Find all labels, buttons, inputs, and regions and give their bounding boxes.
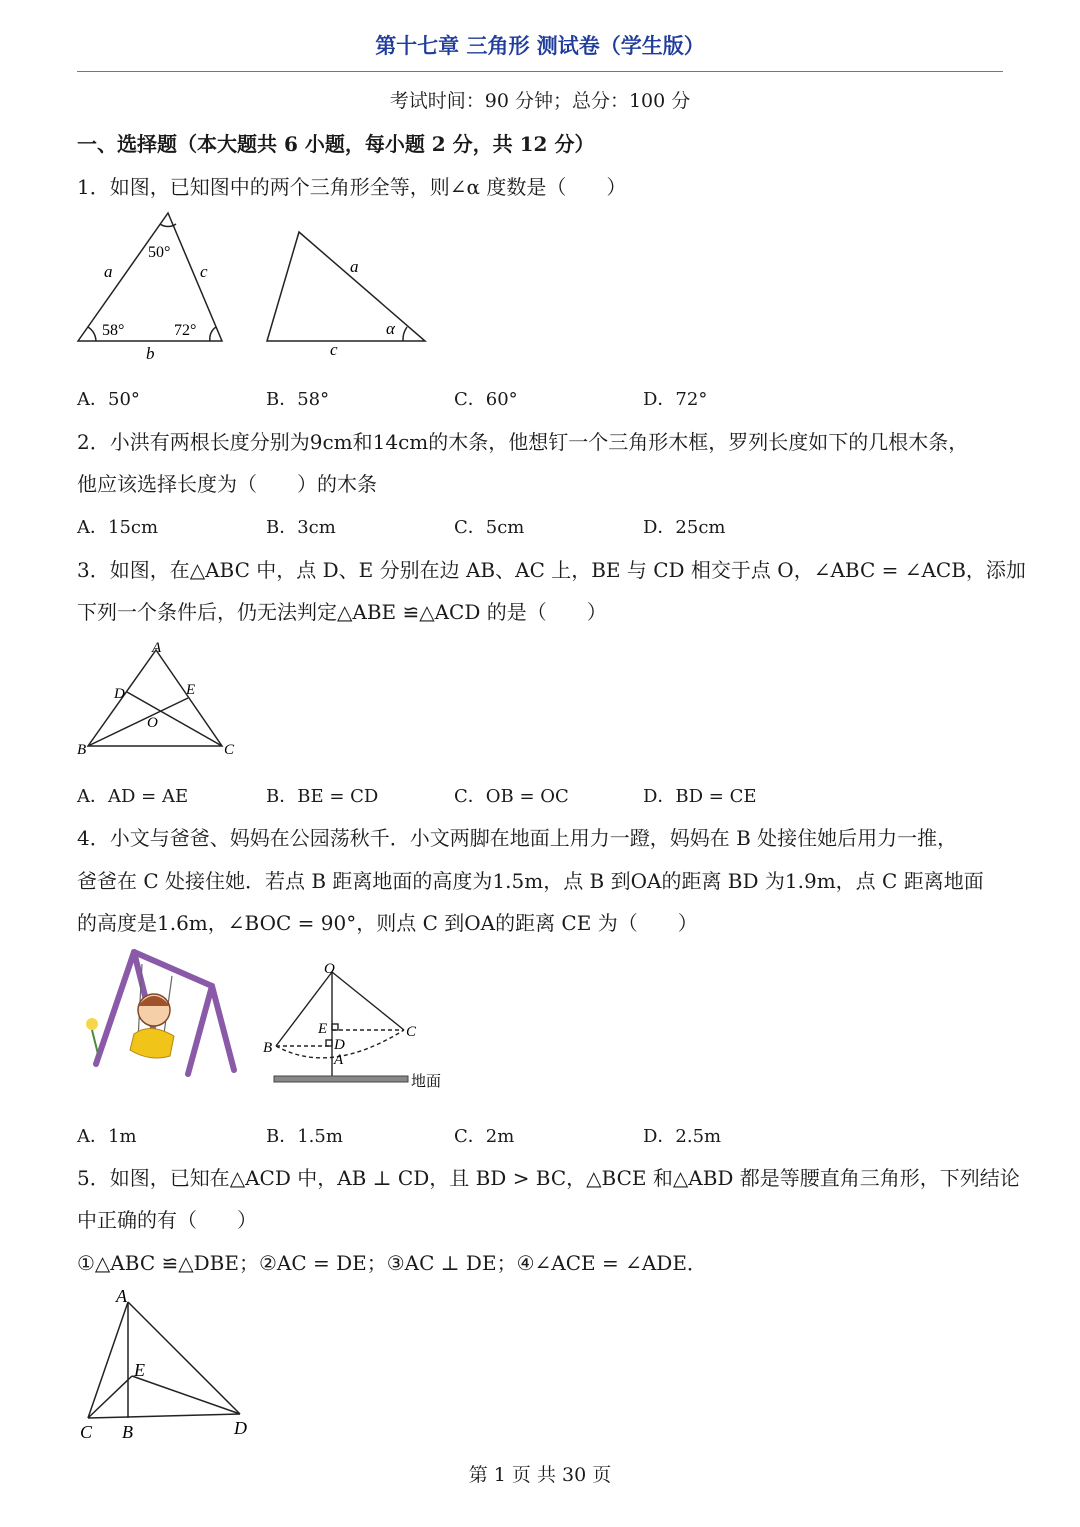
q3-label-A: A: [152, 640, 162, 656]
q4-label-A: A: [334, 1052, 344, 1068]
q3-figure: [72, 636, 252, 764]
q1-label-a: a: [104, 262, 113, 281]
q3-label-C: C: [224, 742, 235, 758]
q4-option-d[interactable]: D．2.5m: [643, 1126, 722, 1147]
q4-label-D: D: [334, 1037, 345, 1053]
q3-label-B: B: [77, 742, 87, 758]
q2-option-c[interactable]: C．5cm: [454, 517, 525, 538]
q3-option-a[interactable]: A．AD = AE: [77, 786, 189, 807]
question-2-line2: 他应该选择长度为（ ）的木条: [77, 472, 377, 496]
question-1-text: 1．如图，已知图中的两个三角形全等，则∠α 度数是（ ）: [77, 175, 627, 199]
q1-label2-c: c: [330, 340, 338, 359]
question-3-line1: 3．如图，在△ABC 中，点 D、E 分别在边 AB、AC 上，BE 与 CD 相交于点 O，∠ABC = ∠ACB，添加: [77, 558, 1026, 582]
question-4-line1: 4．小文与爸爸、妈妈在公园荡秋千．小文两脚在地面上用力一蹬，妈妈在 B 处接住她后用力一推，: [77, 826, 958, 850]
q1-figure: [70, 205, 450, 370]
exam-meta: 考试时间：90 分钟；总分：100 分: [389, 90, 691, 112]
question-2-line1: 2．小洪有两根长度分别为9cm和14cm的木条，他想钉一个三角形木框，罗列长度如下的几根木条，: [77, 430, 969, 454]
q4-figure: [260, 956, 460, 1096]
page-title: 第十七章 三角形 测试卷（学生版）: [375, 34, 705, 58]
swing-illustration: [74, 944, 244, 1084]
q1-label-58: 58°: [102, 322, 125, 339]
q5-figure: [72, 1282, 272, 1442]
page-footer: 第 1 页 共 30 页: [468, 1464, 612, 1486]
q4-label-ground: 地面: [411, 1072, 442, 1090]
q5-label-C: C: [80, 1422, 93, 1442]
q1-label-b: b: [146, 344, 155, 363]
q3-option-d[interactable]: D．BD = CE: [643, 786, 757, 807]
q1-label-alpha: α: [386, 319, 395, 338]
q1-triangle-2: [267, 232, 425, 341]
question-5-line1: 5．如图，已知在△ACD 中，AB ⊥ CD，且 BD > BC，△BCE 和△ABD 都是等腰直角三角形，下列结论: [77, 1166, 1020, 1190]
q4-option-c[interactable]: C．2m: [454, 1126, 515, 1147]
q1-option-c[interactable]: C．60°: [454, 389, 518, 410]
q1-label-c: c: [200, 262, 208, 281]
question-3-line2: 下列一个条件后，仍无法判定△ABE ≌△ACD 的是（ ）: [77, 600, 607, 624]
q3-label-O: O: [147, 715, 158, 731]
q1-option-d[interactable]: D．72°: [643, 389, 708, 410]
q4-label-E: E: [318, 1021, 328, 1037]
question-4-line2: 爸爸在 C 处接住她．若点 B 距离地面的高度为1.5m，点 B 到OA的距离 BD 为1.9m，点 C 距离地面: [77, 869, 984, 893]
q5-label-E: E: [134, 1360, 145, 1380]
header-divider: [77, 71, 1003, 72]
q1-option-a[interactable]: A．50°: [77, 389, 140, 410]
question-5-statements: ①△ABC ≌△DBE；②AC = DE；③AC ⊥ DE；④∠ACE = ∠ADE．: [77, 1251, 707, 1275]
q3-option-c[interactable]: C．OB = OC: [454, 786, 569, 807]
q1-option-b[interactable]: B．58°: [266, 389, 330, 410]
question-4-line3: 的高度是1.6m，∠BOC = 90°，则点 C 到OA的距离 CE 为（ ）: [77, 911, 698, 935]
q3-label-E: E: [186, 682, 196, 698]
q4-label-O: O: [324, 961, 335, 977]
section-heading: 一、选择题（本大题共 6 小题，每小题 2 分，共 12 分）: [77, 132, 595, 156]
q2-option-b[interactable]: B．3cm: [266, 517, 336, 538]
q4-label-B: B: [263, 1040, 273, 1056]
q1-label-50: 50°: [148, 244, 171, 261]
q5-label-A: A: [116, 1286, 127, 1306]
q2-option-a[interactable]: A．15cm: [77, 517, 159, 538]
q1-label2-a: a: [350, 257, 359, 276]
q4-option-b[interactable]: B．1.5m: [266, 1126, 343, 1147]
q1-label-72: 72°: [174, 322, 197, 339]
q5-label-D: D: [234, 1418, 247, 1438]
question-5-line2: 中正确的有（ ）: [77, 1208, 257, 1232]
q2-option-d[interactable]: D．25cm: [643, 517, 726, 538]
q3-option-b[interactable]: B．BE = CD: [266, 786, 379, 807]
q5-label-B: B: [122, 1422, 133, 1442]
q3-label-D: D: [114, 686, 125, 702]
q4-label-C: C: [406, 1024, 417, 1040]
q4-option-a[interactable]: A．1m: [77, 1126, 137, 1147]
